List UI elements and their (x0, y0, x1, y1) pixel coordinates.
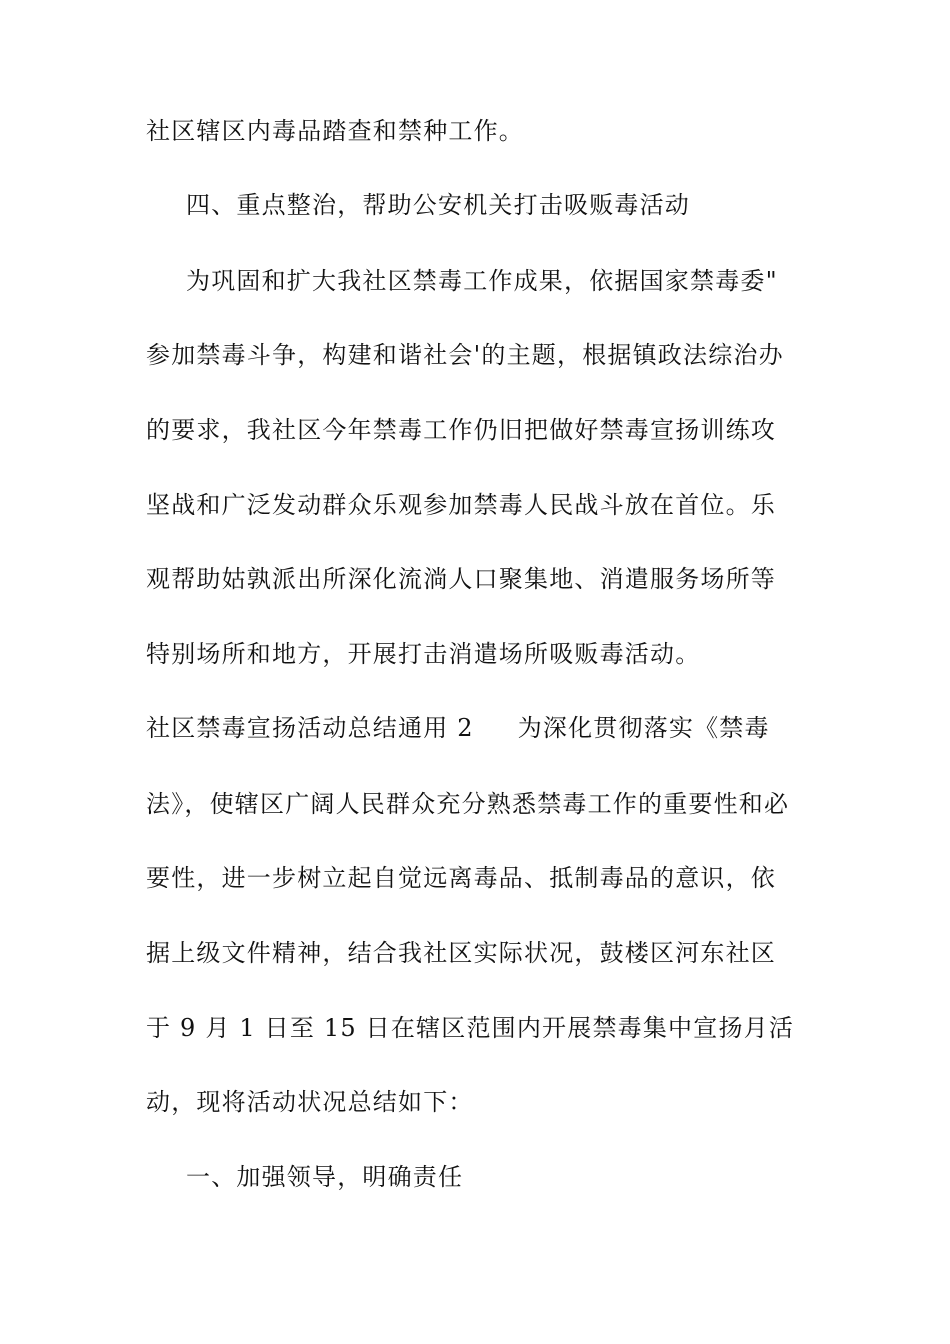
text-line: 于 9 月 1 日至 15 日在辖区范围内开展禁毒集中宣扬月活 (146, 1014, 795, 1042)
text-line: 为巩固和扩大我社区禁毒工作成果，依据国家禁毒委" (186, 267, 778, 295)
text-line: 特别场所和地方，开展打击消遣场所吸贩毒活动。 (146, 640, 701, 668)
section-heading: 一、加强领导，明确责任 (186, 1163, 464, 1191)
text-line: 的要求，我社区今年禁毒工作仍旧把做好禁毒宣扬训练攻 (146, 416, 776, 444)
text-line: 法》，使辖区广阔人民群众充分熟悉禁毒工作的重要性和必 (146, 790, 790, 818)
text-line: 社区辖区内毒品踏查和禁种工作。 (146, 117, 524, 145)
document-title: 社区禁毒宣扬活动总结通用 2 (146, 714, 474, 742)
text-line: 坚战和广泛发动群众乐观参加禁毒人民战斗放在首位。乐 (146, 491, 776, 519)
text-line: 观帮助姑孰派出所深化流淌人口聚集地、消遣服务场所等 (146, 565, 776, 593)
section-heading: 四、重点整治，帮助公安机关打击吸贩毒活动 (186, 191, 690, 219)
text-line (146, 713, 770, 743)
text-line: 要性，进一步树立起自觉远离毒品、抵制毒品的意识，依 (146, 864, 776, 892)
text-line: 参加禁毒斗争，构建和谐社会'的主题，根据镇政法综治办 (146, 341, 784, 369)
text-line: 动，现将活动状况总结如下： (146, 1088, 474, 1116)
text-line-start: 为深化贯彻落实《禁毒 (517, 714, 770, 742)
text-line: 据上级文件精神，结合我社区实际状况，鼓楼区河东社区 (146, 939, 776, 967)
